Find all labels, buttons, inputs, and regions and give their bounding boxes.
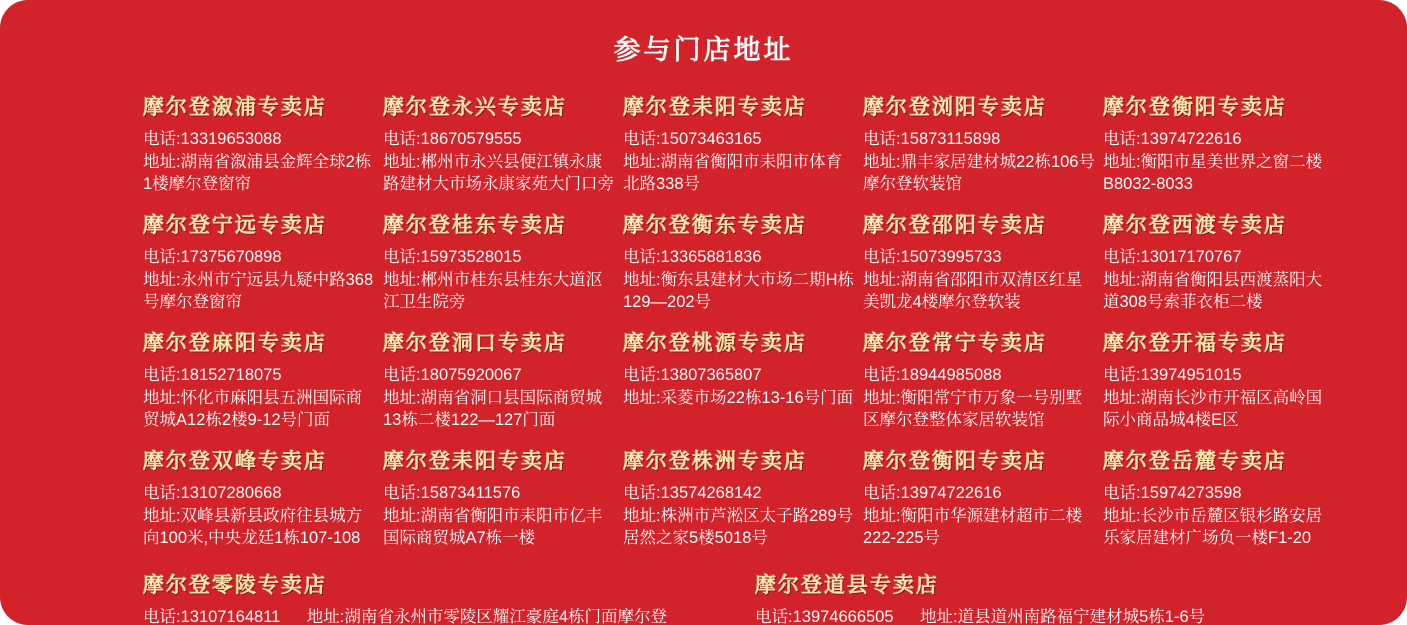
store-card (383, 327, 615, 445)
store-name: 摩尔登耒阳专卖店 (623, 96, 807, 119)
phone-label: 电话: (863, 484, 901, 502)
store-phone (1103, 128, 1335, 151)
address-value: 采菱市场22栋13-16号门面 (660, 388, 854, 407)
phone-label: 电话: (623, 248, 661, 266)
phone-label: 电话: (143, 366, 181, 384)
store-phone (383, 246, 615, 269)
address-label: 地址: (383, 270, 421, 289)
store-name: 摩尔登株洲专卖店 (623, 450, 807, 473)
phone-value: 13974951015 (1140, 366, 1242, 384)
phone-label: 电话: (143, 484, 181, 502)
phone-value: 18075920067 (420, 366, 522, 384)
phone-value: 13107164811 (180, 608, 281, 625)
store-name: 摩尔登宁远专卖店 (143, 214, 327, 237)
store-grid (143, 91, 1407, 563)
store-name: 摩尔登衡阳专卖店 (1103, 96, 1287, 119)
store-card (383, 209, 615, 327)
phone-value: 18670579555 (420, 130, 522, 148)
phone-label: 电话: (143, 130, 181, 148)
address-label: 地址: (1103, 506, 1141, 525)
address-label: 地址: (143, 506, 181, 525)
phone-label: 电话: (623, 130, 661, 148)
address-label: 地址: (1103, 388, 1141, 407)
address-label: 地址: (143, 152, 181, 171)
store-phone (143, 608, 280, 625)
store-name: 摩尔登岳麓专卖店 (1103, 450, 1287, 473)
store-phone (383, 128, 615, 151)
store-name: 摩尔登零陵专卖店 (143, 574, 327, 597)
address-value: 湖南省衡阳市耒阳市亿丰国际商贸城A7栋一楼 (383, 506, 603, 547)
store-card (143, 569, 755, 625)
phone-value: 13807365807 (660, 366, 762, 384)
store-card (143, 327, 375, 445)
address-value: 郴州市永兴县便江镇永康路建材大市场永康家苑大门口旁 (383, 152, 614, 193)
address-value: 株洲市芦淞区太子路289号居然之家5楼5018号 (623, 506, 854, 547)
store-address (383, 505, 615, 550)
address-value: 衡阳市星美世界之窗二楼B8032-8033 (1103, 152, 1323, 193)
store-phone (383, 482, 615, 505)
phone-label: 电话: (383, 248, 421, 266)
store-card (755, 569, 1367, 625)
address-value: 湖南省邵阳市双清区红星美凯龙4楼摩尔登软装 (863, 270, 1083, 311)
address-label: 地址: (623, 270, 661, 289)
store-card (383, 445, 615, 563)
address-label: 地址: (383, 388, 421, 407)
store-address (383, 387, 615, 432)
store-address (1103, 151, 1335, 196)
address-label: 地址: (623, 506, 661, 525)
store-name: 摩尔登耒阳专卖店 (383, 450, 567, 473)
store-phone (623, 128, 855, 151)
store-card (1103, 91, 1335, 209)
store-phone (143, 246, 375, 269)
store-card (1103, 327, 1335, 445)
phone-label: 电话: (383, 366, 421, 384)
store-card (143, 91, 375, 209)
phone-value: 13107280668 (180, 484, 282, 502)
store-address (863, 151, 1095, 196)
address-value: 湖南长沙市开福区高岭国际小商品城4楼E区 (1103, 388, 1323, 429)
phone-label: 电话: (1103, 484, 1141, 502)
phone-label: 电话: (755, 608, 793, 625)
phone-value: 17375670898 (180, 248, 282, 266)
store-card (863, 445, 1095, 563)
phone-value: 13974722616 (1140, 130, 1242, 148)
bottom-store-row (143, 569, 1407, 625)
address-label: 地址: (1103, 152, 1141, 171)
phone-value: 15873411576 (420, 484, 521, 502)
address-value: 长沙市岳麓区银杉路安居乐家居建材广场负一楼F1-20 (1103, 506, 1323, 547)
address-value: 湖南省洞口县国际商贸城13栋二楼122—127门面 (383, 388, 603, 429)
store-phone (143, 482, 375, 505)
store-phone (863, 246, 1095, 269)
store-phone (623, 482, 855, 505)
address-label: 地址: (863, 388, 901, 407)
store-name: 摩尔登开福专卖店 (1103, 332, 1287, 355)
store-card (1103, 445, 1335, 563)
address-value: 湖南省永州市零陵区耀江豪庭4栋门面摩尔登 (344, 608, 668, 625)
store-name: 摩尔登永兴专卖店 (383, 96, 567, 119)
address-label: 地址: (383, 506, 421, 525)
page-title: 参与门店地址 (613, 35, 794, 65)
store-address (623, 269, 855, 314)
store-phone (1103, 482, 1335, 505)
store-card (863, 91, 1095, 209)
store-name: 摩尔登洞口专卖店 (383, 332, 567, 355)
phone-value: 18944985088 (900, 366, 1002, 384)
store-name: 摩尔登桂东专卖店 (383, 214, 567, 237)
store-address (143, 505, 375, 550)
store-name: 摩尔登桃源专卖店 (623, 332, 807, 355)
store-phone (1103, 246, 1335, 269)
store-card (623, 91, 855, 209)
store-phone (623, 246, 855, 269)
store-address (143, 269, 375, 314)
phone-value: 13574268142 (660, 484, 762, 502)
store-card (623, 209, 855, 327)
phone-value: 18152718075 (180, 366, 282, 384)
store-address (383, 269, 615, 314)
store-card (1103, 209, 1335, 327)
store-phone (1103, 364, 1335, 387)
address-value: 鼎丰家居建材城22栋106号摩尔登软装馆 (863, 152, 1095, 193)
store-address (863, 387, 1095, 432)
store-phone (863, 482, 1095, 505)
phone-value: 13319653088 (180, 130, 282, 148)
phone-label: 电话: (863, 366, 901, 384)
phone-value: 13017170767 (1140, 248, 1242, 266)
address-label: 地址: (383, 152, 421, 171)
store-address (623, 387, 855, 410)
store-phone (623, 364, 855, 387)
phone-value: 13365881836 (660, 248, 762, 266)
store-address (307, 608, 667, 625)
address-label: 地址: (863, 506, 901, 525)
address-label: 地址: (143, 388, 181, 407)
store-address (143, 387, 375, 432)
store-phone (383, 364, 615, 387)
store-name: 摩尔登衡东专卖店 (623, 214, 807, 237)
address-value: 双峰县新县政府往县城方向100米,中央龙廷1栋107-108 (143, 506, 363, 547)
address-label: 地址: (306, 608, 345, 625)
phone-label: 电话: (863, 130, 901, 148)
store-phone (863, 128, 1095, 151)
phone-value: 15873115898 (900, 130, 1001, 148)
store-card (623, 445, 855, 563)
store-address (1103, 269, 1335, 314)
phone-label: 电话: (623, 366, 661, 384)
address-value: 湖南省衡阳县西渡蒸阳大道308号索菲衣柜二楼 (1103, 270, 1323, 311)
address-value: 衡阳市华源建材超市二楼222-225号 (863, 506, 1083, 547)
store-address (143, 151, 375, 196)
store-name: 摩尔登溆浦专卖店 (143, 96, 327, 119)
address-label: 地址: (920, 608, 958, 625)
store-address (863, 505, 1095, 550)
store-phone (755, 608, 894, 625)
store-card (143, 445, 375, 563)
address-value: 怀化市麻阳县五洲国际商贸城A12栋2楼9-12号门面 (143, 388, 363, 429)
address-label: 地址: (1103, 270, 1141, 289)
store-phone (863, 364, 1095, 387)
phone-label: 电话: (1103, 248, 1141, 266)
store-address (623, 151, 855, 196)
address-value: 湖南省溆浦县金辉全球2栋1楼摩尔登窗帘 (143, 152, 372, 193)
store-card (863, 327, 1095, 445)
store-name: 摩尔登双峰专卖店 (143, 450, 327, 473)
store-address (1103, 387, 1335, 432)
store-name: 摩尔登邵阳专卖店 (863, 214, 1047, 237)
store-address (863, 269, 1095, 314)
address-value: 郴州市桂东县桂东大道沤江卫生院旁 (383, 270, 603, 311)
store-name: 摩尔登浏阳专卖店 (863, 96, 1047, 119)
phone-value: 15073463165 (660, 130, 762, 148)
store-name: 摩尔登西渡专卖店 (1103, 214, 1287, 237)
phone-label: 电话: (863, 248, 901, 266)
store-address (920, 608, 1205, 625)
store-address (383, 151, 615, 196)
address-label: 地址: (623, 152, 661, 171)
address-label: 地址: (143, 270, 181, 289)
phone-label: 电话: (143, 608, 181, 625)
store-address (1103, 505, 1335, 550)
store-phone (143, 128, 375, 151)
address-value: 衡东县建材大市场二期H栋129—202号 (623, 270, 855, 311)
phone-label: 电话: (143, 248, 181, 266)
store-name: 摩尔登常宁专卖店 (863, 332, 1047, 355)
store-name: 摩尔登衡阳专卖店 (863, 450, 1047, 473)
store-address (623, 505, 855, 550)
address-label: 地址: (863, 270, 901, 289)
phone-label: 电话: (1103, 130, 1141, 148)
address-value: 道县道州南路福宁建材城5栋1-6号 (957, 608, 1206, 625)
phone-value: 15974273598 (1140, 484, 1242, 502)
store-phone (143, 364, 375, 387)
store-card (383, 91, 615, 209)
address-value: 衡阳常宁市万象一号别墅区摩尔登整体家居软装馆 (863, 388, 1083, 429)
store-name: 摩尔登道县专卖店 (755, 574, 939, 597)
store-card (863, 209, 1095, 327)
store-card (623, 327, 855, 445)
address-label: 地址: (863, 152, 901, 171)
phone-label: 电话: (383, 130, 421, 148)
address-label: 地址: (623, 388, 661, 407)
phone-value: 13974666505 (792, 608, 894, 625)
address-value: 永州市宁远县九疑中路368号摩尔登窗帘 (143, 270, 374, 311)
phone-value: 13974722616 (900, 484, 1002, 502)
phone-value: 15973528015 (420, 248, 522, 266)
store-card (143, 209, 375, 327)
store-name: 摩尔登麻阳专卖店 (143, 332, 327, 355)
phone-label: 电话: (1103, 366, 1141, 384)
address-value: 湖南省衡阳市耒阳市体育北路338号 (623, 152, 843, 193)
phone-value: 15073995733 (900, 248, 1002, 266)
phone-label: 电话: (623, 484, 661, 502)
phone-label: 电话: (383, 484, 421, 502)
